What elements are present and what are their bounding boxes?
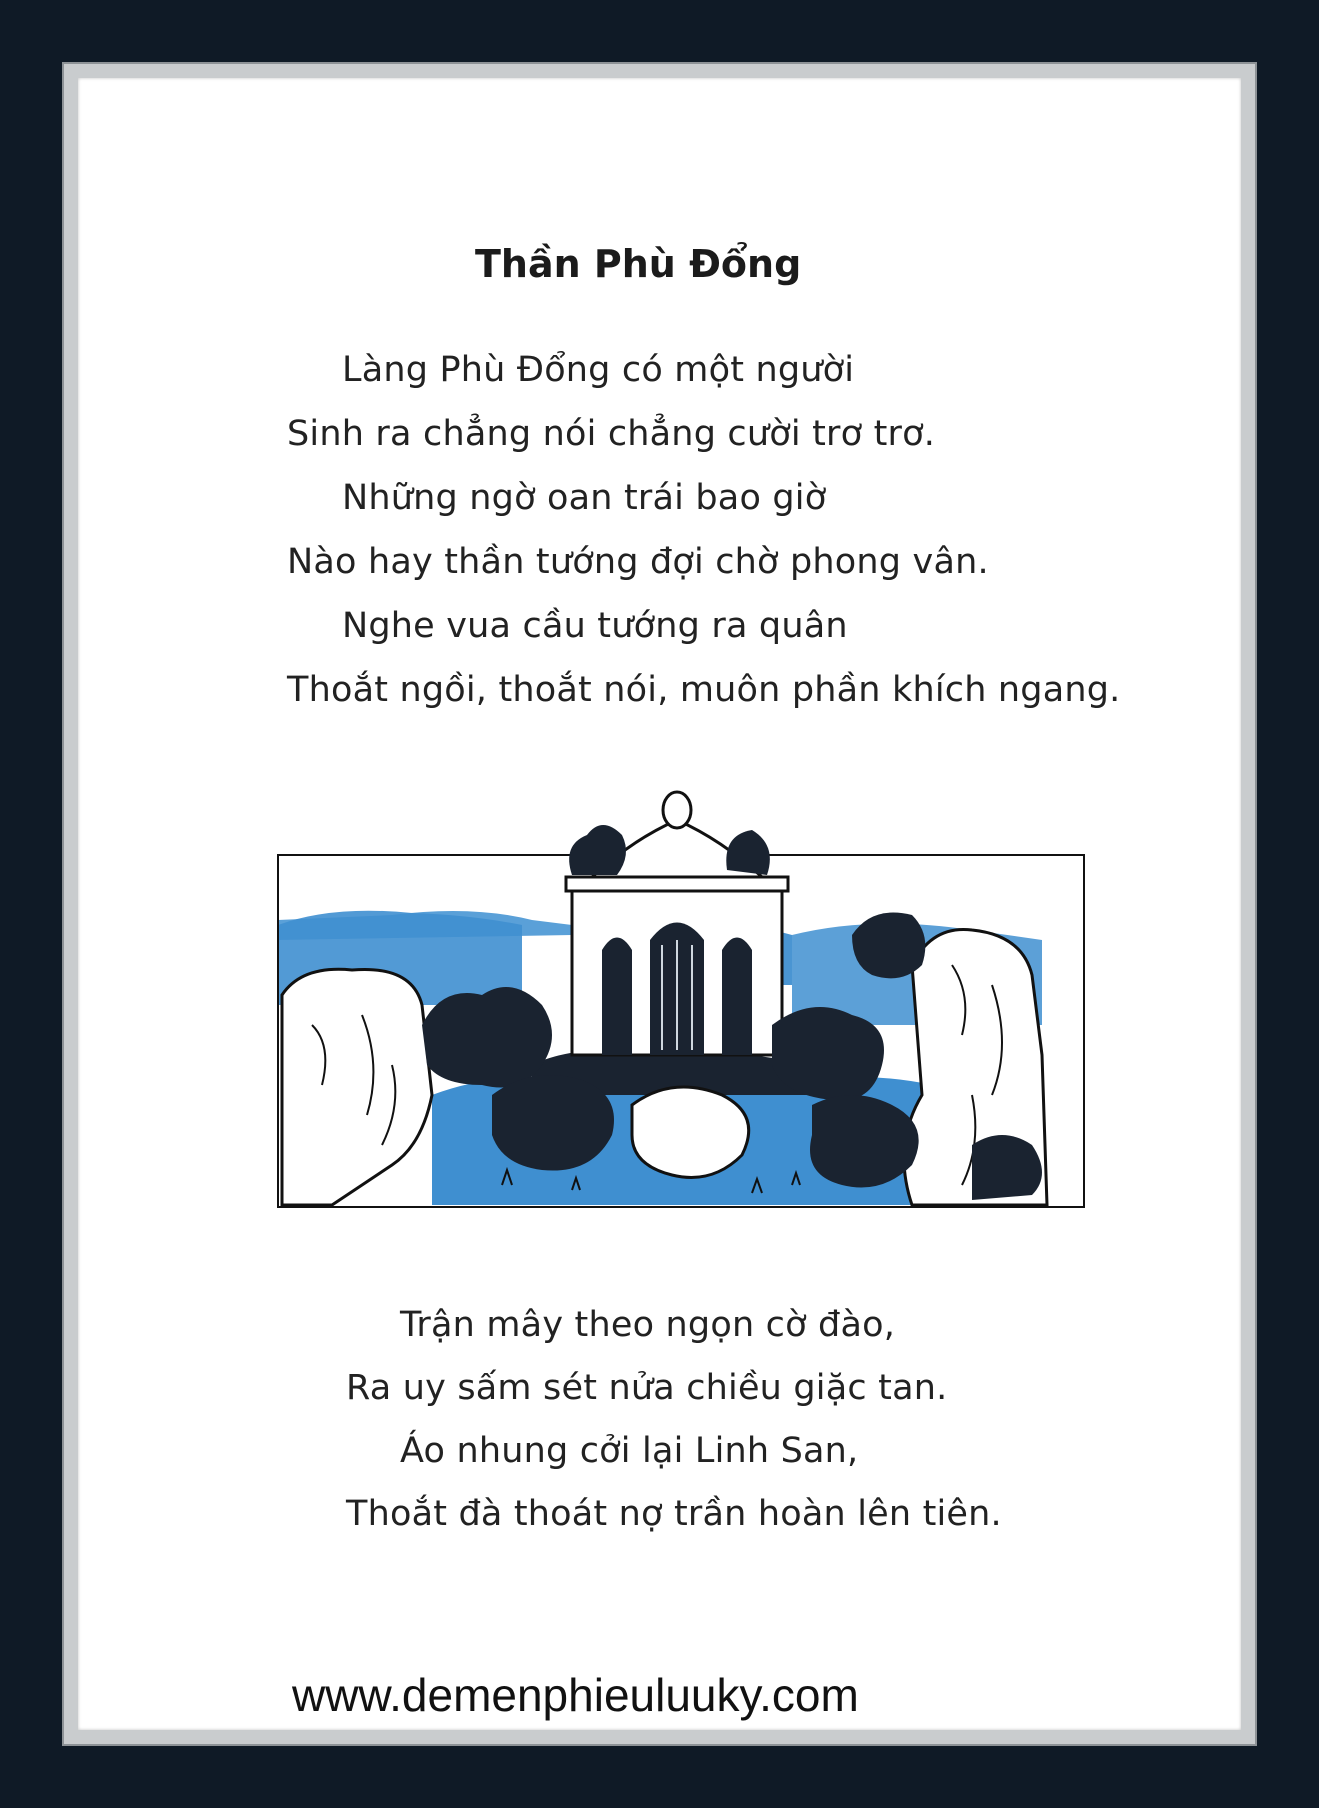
stanza1-line: Những ngờ oan trái bao giờ (342, 478, 827, 518)
stanza1-line: Nào hay thần tướng đợi chờ phong vân. (287, 542, 989, 582)
temple-illustration (272, 765, 1092, 1215)
stanza1-line: Sinh ra chẳng nói chẳng cười trơ trơ. (287, 414, 936, 454)
stanza1-line: Làng Phù Đổng có một người (342, 350, 855, 390)
stanza2-line: Ra uy sấm sét nửa chiều giặc tan. (346, 1368, 948, 1408)
stanza1-line: Thoắt ngồi, thoắt nói, muôn phần khích ngang. (287, 670, 1121, 710)
website-url: www.demenphieuluuky.com (292, 1669, 859, 1721)
stanza2-line: Áo nhung cởi lại Linh San, (400, 1431, 859, 1471)
poem-title: Thần Phù Đổng (475, 242, 802, 286)
stanza2-line: Thoắt đà thoát nợ trần hoàn lên tiên. (346, 1494, 1002, 1534)
stanza2-line: Trận mây theo ngọn cờ đào, (400, 1305, 896, 1345)
stanza1-line: Nghe vua cầu tướng ra quân (342, 606, 848, 646)
